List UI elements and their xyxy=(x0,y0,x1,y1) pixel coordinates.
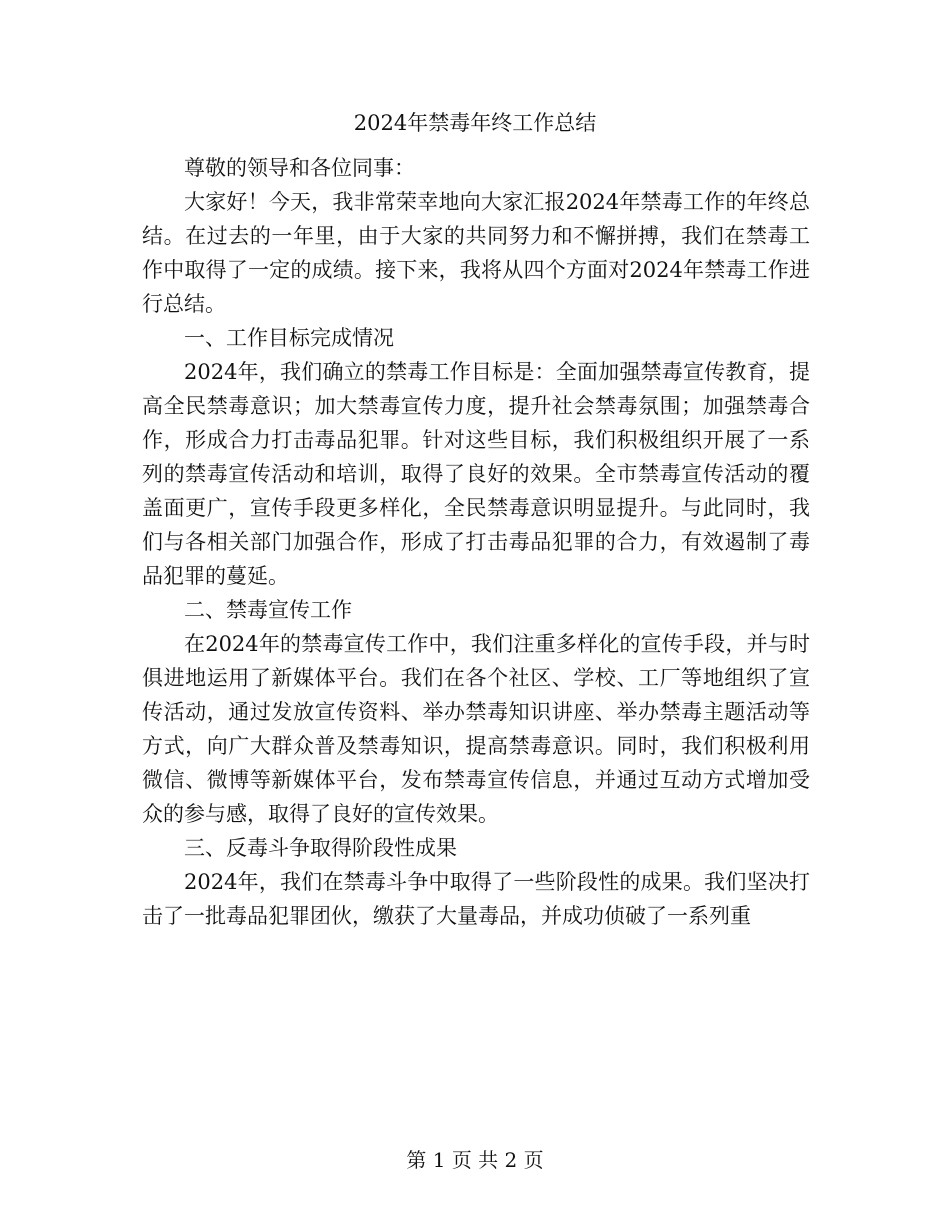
page-footer: 第 1 页 共 2 页 xyxy=(406,1148,544,1172)
section-3-paragraph: 2024年，我们在禁毒斗争中取得了一些阶段性的成果。我们坚决打击了一批毒品犯罪团伙，缴获了大量毒品，并成功侦破了一系列重 xyxy=(142,870,810,928)
section-2-paragraph: 在2024年的禁毒宣传工作中，我们注重多样化的宣传手段，并与时俱进地运用了新媒体平台。我们在各个社区、学校、工厂等地组织了宣传活动，通过发放宣传资料、举办禁毒知识讲座、举办禁毒主题活动等方式，向广大群众普及禁毒知识，提高禁毒意识。同时，我们积极利用微信、微博等新媒体平台，发布禁毒宣传信息，并通过互动方式增加受众的参与感，取得了良好的宣传效果。 xyxy=(142,632,810,826)
section-heading-3: 三、反毒斗争取得阶段性成果 xyxy=(184,836,457,860)
section-1-paragraph: 2024年，我们确立的禁毒工作目标是：全面加强禁毒宣传教育，提高全民禁毒意识；加大禁毒宣传力度，提升社会禁毒氛围；加强禁毒合作，形成合力打击毒品犯罪。针对这些目标，我们积极组织开展了一系列的禁毒宣传活动和培训，取得了良好的效果。全市禁毒宣传活动的覆盖面更广，宣传手段更多样化，全民禁毒意识明显提升。与此同时，我们与各相关部门加强合作，形成了打击毒品犯罪的合力，有效遏制了毒品犯罪的蔓延。 xyxy=(142,360,810,588)
section-heading-2: 二、禁毒宣传工作 xyxy=(184,598,352,622)
section-heading-1: 一、工作目标完成情况 xyxy=(184,326,394,350)
intro-paragraph: 大家好！今天，我非常荣幸地向大家汇报2024年禁毒工作的年终总结。在过去的一年里，由于大家的共同努力和不懈拼搏，我们在禁毒工作中取得了一定的成绩。接下来，我将从四个方面对2024年禁毒工作进行总结。 xyxy=(142,190,810,316)
document-body xyxy=(142,151,810,933)
document-title: 2024年禁毒年终工作总结 xyxy=(353,111,597,135)
salutation-paragraph: 尊敬的领导和各位同事： xyxy=(184,156,415,180)
